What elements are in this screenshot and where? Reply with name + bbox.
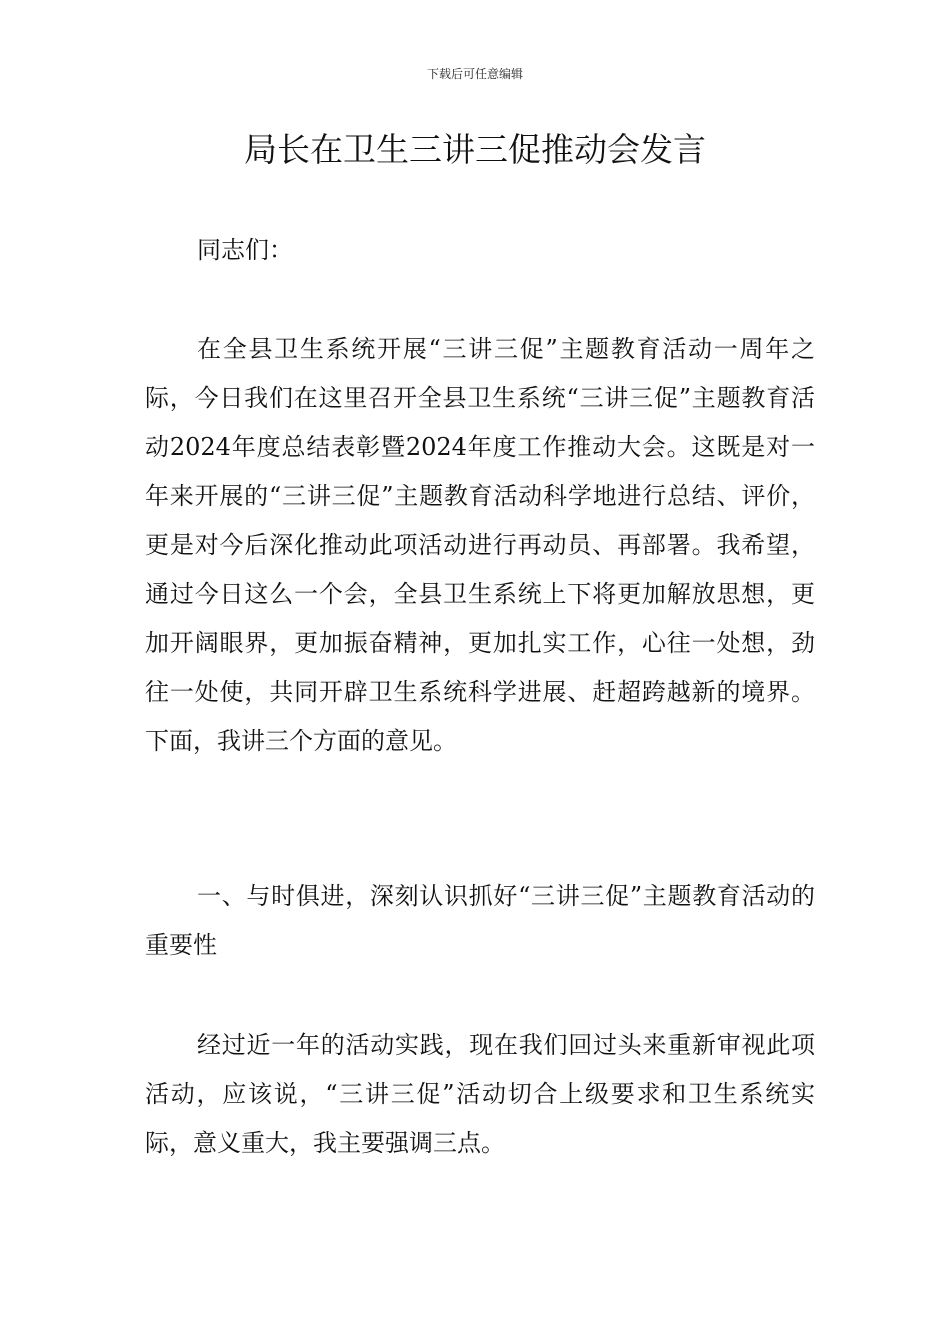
paragraph: 经过近一年的活动实践，现在我们回过头来重新审视此项活动，应该说，“三讲三促”活动切合上级要求和卫生系统实际，意义重大，我主要强调三点。 (145, 1031, 815, 1157)
paragraph: 在全县卫生系统开展“三讲三促”主题教育活动一周年之际，今日我们在这里召开全县卫生系统“三讲三促”主题教育活动2024年度总结表彰暨2024年度工作推动大会。这既是对一年来开展的“三讲三促”主题教育活动科学地进行总结、评价，更是对今后深化推动此项活动进行再动员、再部署。我希望，通过今日这么一个会，全县卫生系统上下将更加解放思想，更加开阔眼界，更加振奋精神，更加扎实工作，心往一处想，劲往一处使，共同开辟卫生系统科学进展、赶超跨越新的境界。下面，我讲三个方面的意见。 (145, 335, 815, 755)
document-title: 局长在卫生三讲三促推动会发言 (244, 130, 706, 169)
section-heading: 一、与时俱进，深刻认识抓好“三讲三促”主题教育活动的重要性 (145, 882, 815, 959)
salutation: 同志们： (197, 236, 293, 264)
header-note: 下载后可任意编辑 (426, 67, 523, 81)
